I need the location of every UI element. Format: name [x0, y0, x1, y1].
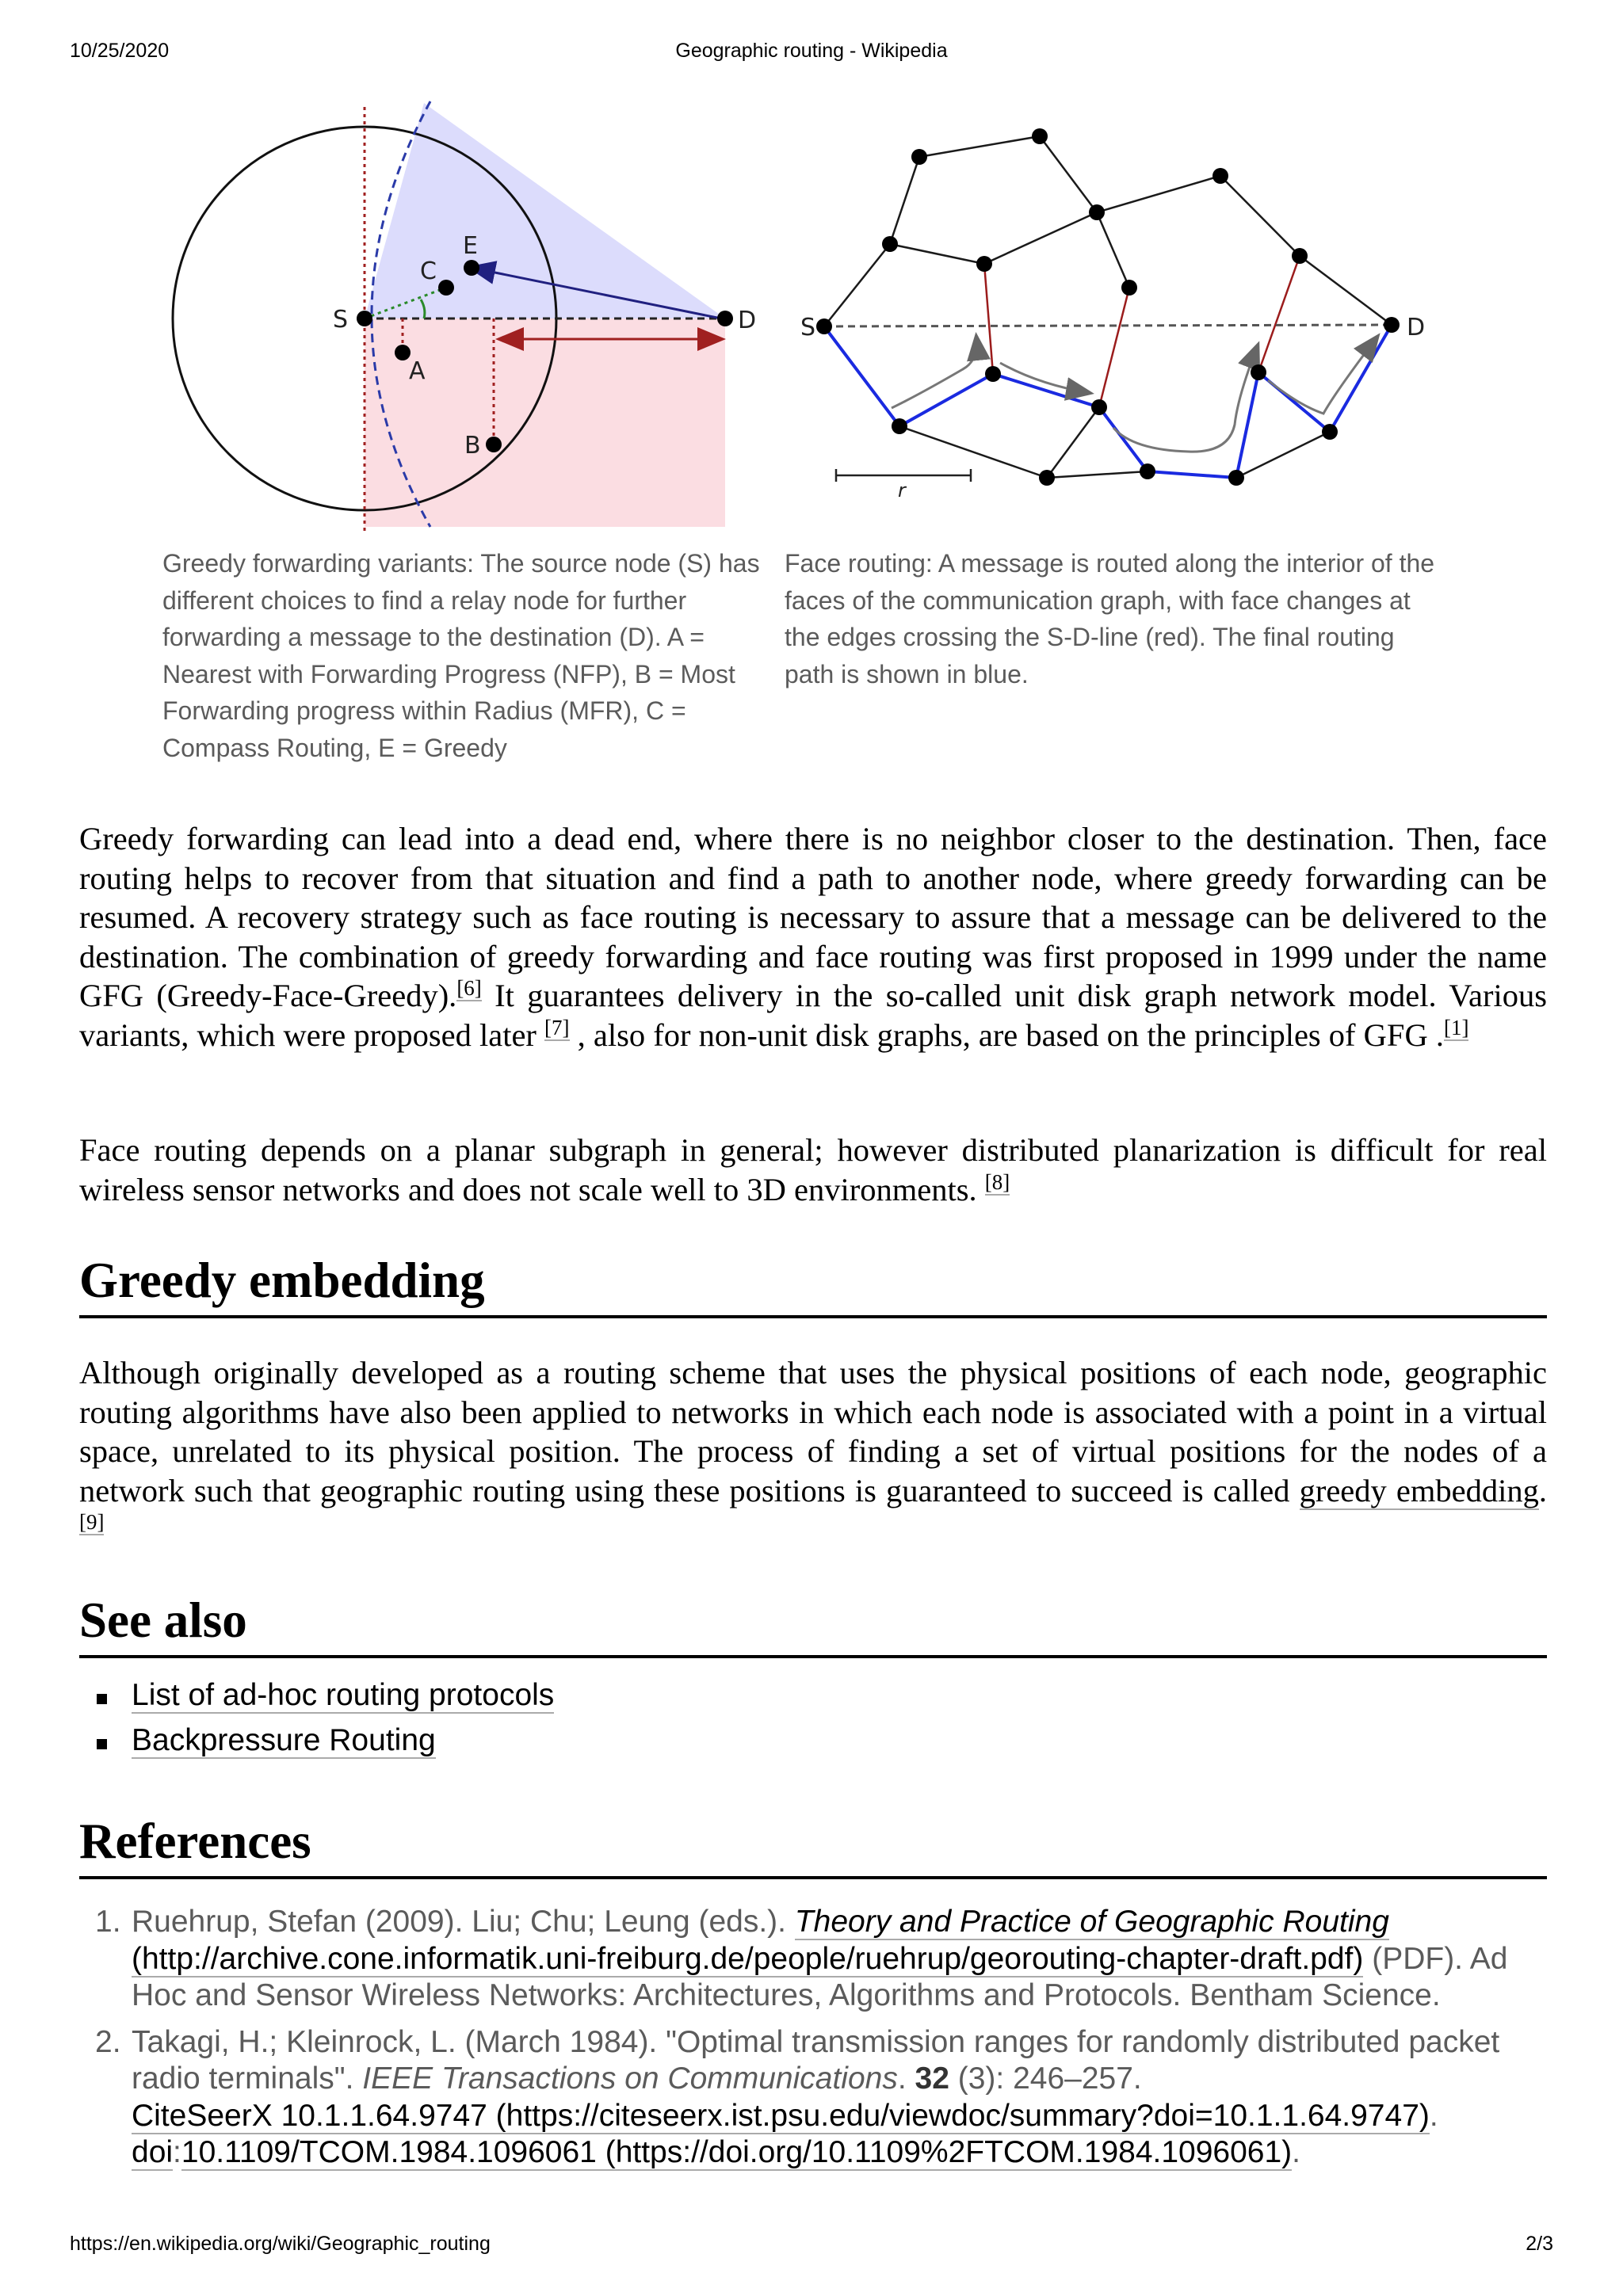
- para1-text-1: Greedy forwarding can lead into a dead end, where there is no neighbor closer to the destination. Then, face routing helps to recover from that situation and find a path to another node, where greedy forwarding can be resumed. A recovery strategy such as face routing is necessary to assure that a message can be delivered to the destination. The combination of greedy forwarding and face routing was first proposed in 1999 under the name GFG (Greedy-Face-Greedy).: [79, 821, 1547, 1013]
- paragraph-gfg: [79, 819, 1547, 1055]
- ref1-rest: (PDF). Ad Hoc and Sensor Wireless Networks: Architectures, Algorithms and Protocols. Bentham Science.: [132, 1941, 1508, 2012]
- ref2-colon: :: [173, 2135, 181, 2169]
- ref2-doi-link[interactable]: 10.1109/TCOM.1984.1096061 (https://doi.org/10.1109%2FTCOM.1984.1096061): [181, 2135, 1293, 2169]
- label-s: S: [333, 306, 349, 334]
- final-route: [824, 325, 1392, 478]
- label-d-right: D: [1407, 314, 1426, 341]
- ref2-doi-label-link[interactable]: doi: [132, 2135, 174, 2169]
- para3-text-2: .: [1538, 1472, 1547, 1508]
- ref1-authors: Ruehrup, Stefan (2009). Liu; Chu; Leung (eds.).: [132, 1905, 795, 1939]
- reference-number: 2.: [95, 2024, 121, 2059]
- ref2-end: .: [1292, 2135, 1301, 2169]
- cite-1[interactable]: [1]: [1443, 1015, 1469, 1039]
- bullet-icon: [97, 1739, 107, 1749]
- ref2-volume: 32: [915, 2061, 949, 2096]
- ref1-title-link[interactable]: Theory and Practice of Geographic Routing: [794, 1905, 1389, 1939]
- references-list: [79, 1904, 1553, 2181]
- node-e: [464, 260, 479, 276]
- label-e: E: [463, 232, 478, 260]
- cite-6[interactable]: [6]: [456, 976, 482, 1000]
- print-page-number: 2/3: [1526, 2233, 1553, 2255]
- para1-text-3: , also for non-unit disk graphs, are based on the principles of GFG .: [569, 1016, 1444, 1053]
- print-title: Geographic routing - Wikipedia: [675, 40, 948, 62]
- ref2-pages: (3): 246–257.: [949, 2061, 1142, 2096]
- reference-item-1: [79, 1904, 1553, 2015]
- list-item: [97, 1678, 554, 1723]
- greedy-embedding-link[interactable]: greedy embedding: [1299, 1472, 1539, 1508]
- cite-7[interactable]: [7]: [544, 1015, 570, 1039]
- node-b: [486, 437, 502, 452]
- paragraph-greedy-embedding: [79, 1353, 1547, 1550]
- face-routing-diagram: [800, 111, 1458, 507]
- ref2-dot: .: [897, 2061, 915, 2096]
- heading-references: References: [79, 1817, 1547, 1879]
- ref1-url-link[interactable]: (http://archive.cone.informatik.uni-freiburg.de/people/ruehrup/georouting-chapter-draft.pdf): [132, 1941, 1364, 1976]
- node-d-right: [1384, 317, 1400, 333]
- reference-item-2: [79, 2024, 1553, 2172]
- node-a: [395, 345, 411, 360]
- node-d: [717, 311, 733, 326]
- label-c: C: [420, 257, 437, 285]
- ref2-citeseer-link[interactable]: CiteSeerX 10.1.1.64.9747 (https://citeseerx.ist.psu.edu/viewdoc/summary?doi=10.1.1.64.9747): [132, 2098, 1430, 2133]
- para2-text: Face routing depends on a planar subgraph in general; however distributed planarization is difficult for real wireless sensor networks and does not scale well to 3D environments.: [79, 1132, 1547, 1207]
- cite-8[interactable]: [8]: [984, 1169, 1010, 1194]
- node-s: [357, 311, 372, 326]
- label-a: A: [409, 357, 426, 385]
- label-r: r: [898, 479, 906, 502]
- s-d-line-right: [824, 325, 1392, 326]
- cite-9[interactable]: [9]: [79, 1510, 105, 1534]
- list-item: [97, 1723, 554, 1768]
- heading-greedy-embedding: Greedy embedding: [79, 1256, 1547, 1318]
- link-adhoc-protocols[interactable]: List of ad-hoc routing protocols: [132, 1678, 555, 1712]
- greedy-forwarding-diagram: [162, 95, 781, 539]
- bullet-icon: [97, 1694, 107, 1704]
- link-backpressure-routing[interactable]: Backpressure Routing: [132, 1723, 436, 1757]
- ref2-authors: Takagi, H.; Kleinrock, L. (March 1984). "Optimal transmission ranges for randomly distributed packet radio terminals".: [132, 2024, 1500, 2096]
- see-also-list: [97, 1678, 554, 1768]
- graph-nodes: [816, 128, 1400, 486]
- paragraph-planar: [79, 1131, 1547, 1209]
- label-b: B: [464, 432, 481, 460]
- left-figure-caption: Greedy forwarding variants: The source node (S) has different choices to find a relay node for further forwarding a message to the destination (D). A = Nearest with Forwarding Progress (NFP), B = Most Forwarding progress within Radius (MFR), C = Compass Routing, E = Greedy: [162, 549, 760, 762]
- label-d: D: [738, 307, 757, 334]
- route-arrows: [892, 337, 1377, 452]
- ref2-journal: IEEE Transactions on Communications: [362, 2061, 898, 2096]
- graph-edges: [824, 136, 1392, 478]
- label-s-right: S: [800, 314, 816, 341]
- print-url: https://en.wikipedia.org/wiki/Geographic_routing: [70, 2233, 491, 2255]
- right-figure-caption: Face routing: A message is routed along the interior of the faces of the communication graph, with face changes at the edges crossing the S-D-line (red). The final routing path is shown in blue.: [785, 549, 1435, 688]
- print-date: 10/25/2020: [70, 40, 170, 62]
- node-s-right: [816, 318, 832, 334]
- para1-text-2: It guarantees delivery in the so-called unit disk graph network model. Various variants, which were proposed later: [79, 978, 1548, 1053]
- heading-see-also: See also: [79, 1596, 1547, 1658]
- para3-text-1: Although originally developed as a routing scheme that uses the physical positions of each node, geographic routing algorithms have also been applied to networks in which each node is associated with a point in a virtual space, unrelated to its physical position. The process of finding a set of virtual positions for the nodes of a network such that geographic routing using these positions is guaranteed to succeed is called: [79, 1355, 1547, 1508]
- ref2-period: .: [1429, 2098, 1438, 2133]
- mfr-region: [365, 318, 725, 527]
- reference-number: 1.: [95, 1905, 121, 1939]
- node-c: [438, 280, 454, 296]
